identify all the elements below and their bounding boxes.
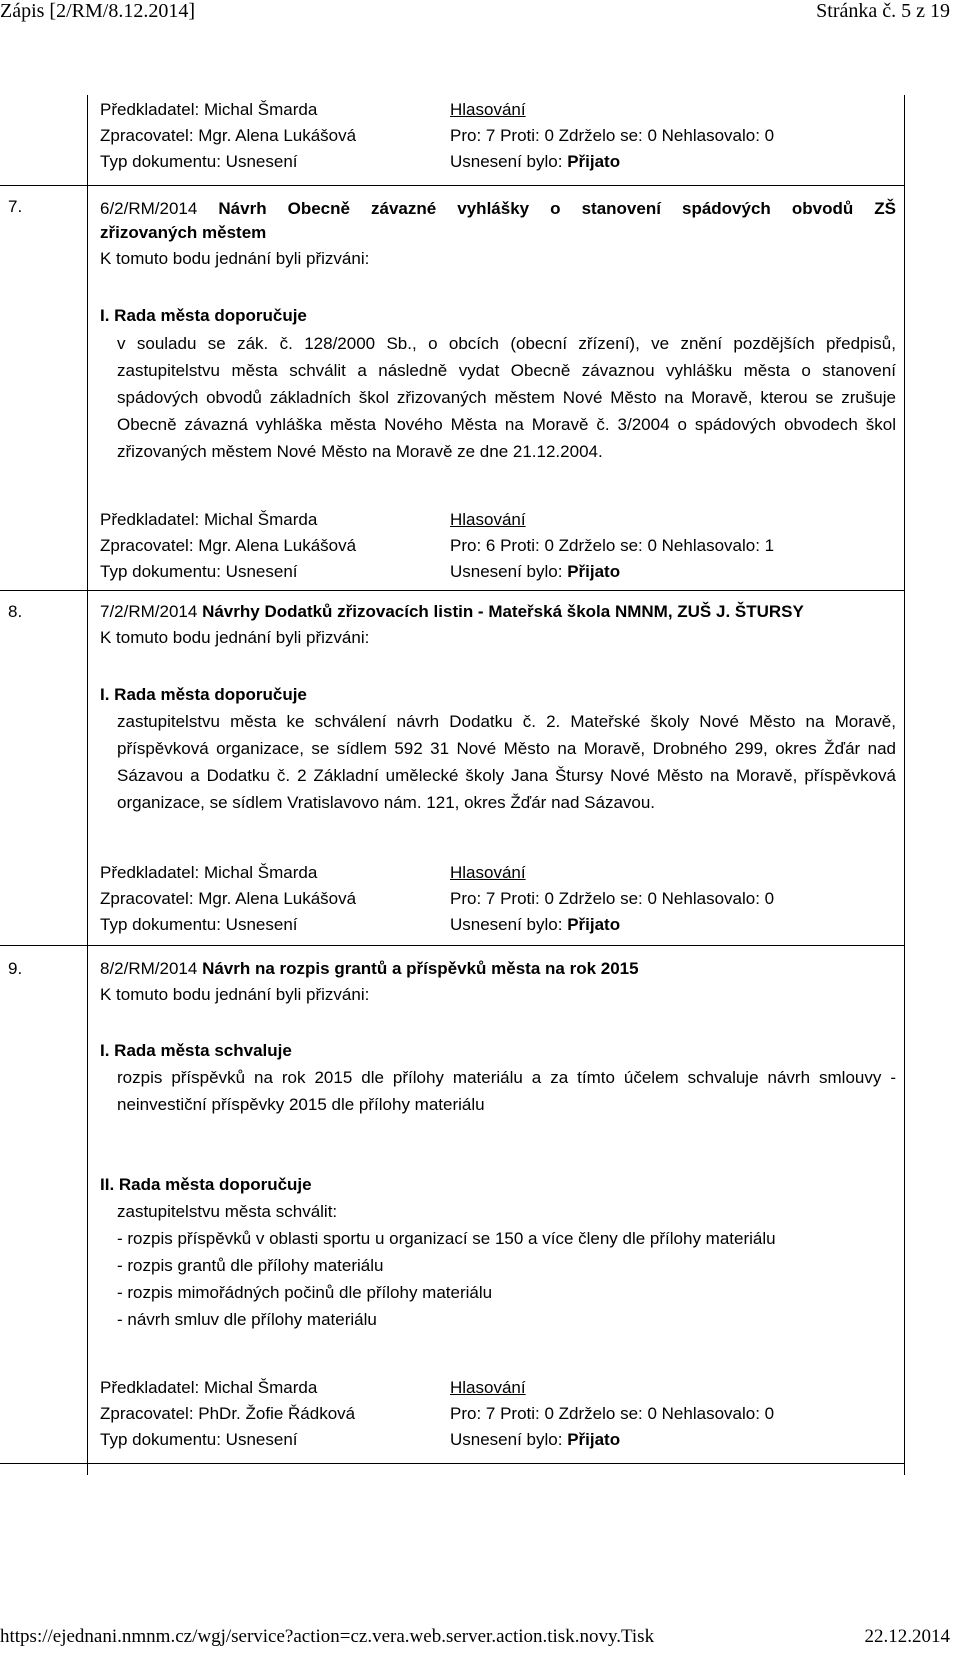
resolution-status [450,914,620,935]
item-title: Návrh Obecně závazné vyhlášky o stanovení spádových obvodů ZŠ [218,199,896,218]
resolution-status [450,1429,620,1450]
resolution-text: rozpis příspěvků na rok 2015 dle přílohy materiálu a za tímto účelem schvaluje návrh smlouvy - neinvestiční příspěvky 2015 dle přílohy materiálu [117,1068,896,1114]
item-title-continued: zřizovaných městem [100,223,267,242]
resolution-status-label: Usnesení bylo: [450,1430,568,1449]
vote-result: Pro: 7 Proti: 0 Zdrželo se: 0 Nehlasovalo: 0 [450,126,775,145]
resolution-status-value: Přijato [567,915,621,934]
separator-line [0,945,904,946]
section-heading: I. Rada města doporučuje [100,685,307,704]
resolution-intro: zastupitelstvu města schválit: [117,1202,338,1221]
resolution-status-label: Usnesení bylo: [450,915,568,934]
voting-heading: Hlasování [450,100,526,119]
resolution-text: zastupitelstvu města ke schválení návrh Dodatku č. 2. Mateřské školy Nové Město na Moravě, příspěvková organizace, se sídlem 592 31 Nové Město na Moravě, Drobného 299, okres Žďár nad Sázavou a Dodatku č. 2 Základní umělecké školy Jana Štursy Nové Město na Moravě, příspěvková organizace, se sídlem Vratislavovo nám. 121, okres Žďár nad Sázavou. [117,712,896,812]
submitter: Předkladatel: Michal Šmarda [100,1378,318,1397]
document-type: Typ dokumentu: Usnesení [100,152,298,171]
processor: Zpracovatel: Mgr. Alena Lukášová [100,889,357,908]
item-code: 8/2/RM/2014 [100,959,198,978]
vote-result: Pro: 7 Proti: 0 Zdrželo se: 0 Nehlasovalo: 0 [450,889,775,908]
list-item: - rozpis příspěvků v oblasti sportu u organizací se 150 a více členy dle přílohy materiálu [117,1229,776,1248]
item-code: 6/2/RM/2014 [100,199,198,218]
voting-heading: Hlasování [450,1378,526,1397]
footer-url: https://ejednani.nmnm.cz/wgj/service?action=cz.vera.web.server.action.tisk.novy.Tisk [0,1626,655,1647]
resolution-status [450,151,620,172]
item-number: 7. [8,197,23,216]
resolution-status-label: Usnesení bylo: [450,152,568,171]
list-item: - rozpis mimořádných počinů dle přílohy materiálu [117,1283,493,1302]
document-type: Typ dokumentu: Usnesení [100,1430,298,1449]
invited-label: K tomuto bodu jednání byli přizváni: [100,628,370,647]
resolution-status-value: Přijato [567,1430,621,1449]
document-type: Typ dokumentu: Usnesení [100,915,298,934]
separator-line [0,185,904,186]
list-item: - návrh smluv dle přílohy materiálu [117,1310,377,1329]
item-number: 9. [8,959,23,978]
list-item: - rozpis grantů dle přílohy materiálu [117,1256,384,1275]
page-header-title: Zápis [2/RM/8.12.2014] [0,0,195,22]
item-number: 8. [8,602,23,621]
document-type: Typ dokumentu: Usnesení [100,562,298,581]
item-title-line [100,958,639,979]
processor: Zpracovatel: Mgr. Alena Lukášová [100,536,357,555]
resolution-status-value: Přijato [567,562,621,581]
vote-result: Pro: 6 Proti: 0 Zdrželo se: 0 Nehlasovalo: 1 [450,536,775,555]
item-title: Návrh na rozpis grantů a příspěvků města na rok 2015 [202,959,639,978]
processor: Zpracovatel: Mgr. Alena Lukášová [100,126,357,145]
submitter: Předkladatel: Michal Šmarda [100,100,318,119]
separator-line [0,590,904,591]
resolution-status-label: Usnesení bylo: [450,562,568,581]
separator-line [0,1463,904,1464]
item-title-line [100,196,896,221]
footer-date: 22.12.2014 [864,1626,950,1647]
section-heading: I. Rada města doporučuje [100,306,307,325]
submitter: Předkladatel: Michal Šmarda [100,863,318,882]
section-heading: I. Rada města schvaluje [100,1041,292,1060]
voting-heading: Hlasování [450,510,526,529]
item-title: Návrhy Dodatků zřizovacích listin - Mateřská škola NMNM, ZUŠ J. ŠTURSY [202,602,804,621]
item-title-line [100,601,804,622]
section-heading: II. Rada města doporučuje [100,1175,312,1194]
processor: Zpracovatel: PhDr. Žofie Řádková [100,1404,356,1423]
invited-label: K tomuto bodu jednání byli přizváni: [100,249,370,268]
submitter: Předkladatel: Michal Šmarda [100,510,318,529]
frame-left-line [87,95,88,1475]
resolution-status [450,561,620,582]
invited-label: K tomuto bodu jednání byli přizváni: [100,985,370,1004]
resolution-text: v souladu se zák. č. 128/2000 Sb., o obcích (obecní zřízení), ve znění pozdějších předpisů, zastupitelstvu města schválit a následně vydat Obecně závaznou vyhlášku města o stanovení spádových obvodů základních škol zřizovaných městem Nové Město na Moravě, kterou se zrušuje Obecně závazná vyhláška města Nového Města na Moravě č. 3/2004 o spádových obvodech škol zřizovaných městem Nové Město na Moravě ze dne 21.12.2004. [117,334,896,461]
voting-heading: Hlasování [450,863,526,882]
page-header-page-number: Stránka č. 5 z 19 [816,0,950,22]
resolution-status-value: Přijato [567,152,621,171]
frame-right-line [904,95,905,1475]
vote-result: Pro: 7 Proti: 0 Zdrželo se: 0 Nehlasovalo: 0 [450,1404,775,1423]
item-code: 7/2/RM/2014 [100,602,198,621]
